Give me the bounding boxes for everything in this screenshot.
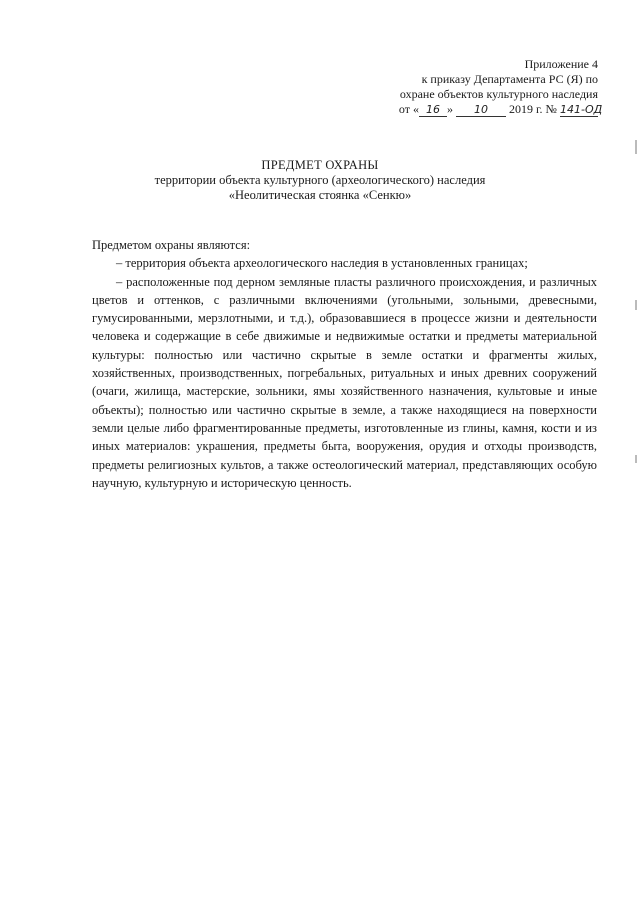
document-title: ПРЕДМЕТ ОХРАНЫ	[261, 158, 379, 172]
appendix-order-line: к приказу Департамента РС (Я) по	[421, 72, 598, 86]
document-subtitle-1: территории объекта культурного (археологического) наследия	[154, 173, 486, 187]
handwritten-day: 16	[419, 104, 447, 117]
date-prefix: от «	[398, 102, 419, 116]
appendix-department-line: охране объектов культурного наследия	[399, 87, 598, 101]
handwritten-month: 10	[456, 104, 506, 117]
document-body	[92, 236, 597, 492]
scan-edge-mark	[635, 455, 637, 463]
scan-edge-mark	[635, 140, 637, 154]
appendix-label: Приложение 4	[524, 57, 598, 71]
date-year-number-label: 2019 г. №	[508, 102, 557, 116]
body-item-territory: – территория объекта археологического наследия в установленных границах;	[116, 256, 528, 271]
appendix-date-line	[338, 102, 603, 117]
document-subtitle-2: «Неолитическая стоянка «Сенкю»	[228, 188, 412, 202]
handwritten-order-number: 141-ОД	[560, 103, 603, 116]
appendix-header	[338, 57, 603, 117]
scan-edge-mark	[635, 300, 637, 310]
body-intro: Предметом охраны являются:	[92, 238, 251, 252]
date-mid: »	[446, 102, 453, 116]
body-item-layers: – расположенные под дерном земляные пласты различного происхождения, и различных цветов и оттенков, с различными включениями (угольными, зольными, древесными, гумусированными, мерзлотными, и т.д.), образовавшиеся в процессе жизни и деятельности человека и содержащие в себе движимые и недвижимые остатки и предметы материальной культуры: полностью или частично скрытые в земле остатки и фрагменты жилых, хозяйственных, производственных, погребальных, ритуальных и иных древних сооружений (очаги, жилища, мастерские, зольники, ямы хозяйственного назначения, культовые и иные объекты); полностью или частично скрытые в земле, а также находящиеся на поверхности земли целые либо фрагментированные предметы, изготовленные из глины, камня, кости и из иных материалов: украшения, предметы быта, вооружения, орудия и отходы производств, предметы религиозных культов, а также остеологический материал, представляющих особую научную, культурную и историческую ценность.	[92, 274, 597, 490]
document-title-block	[0, 158, 640, 203]
